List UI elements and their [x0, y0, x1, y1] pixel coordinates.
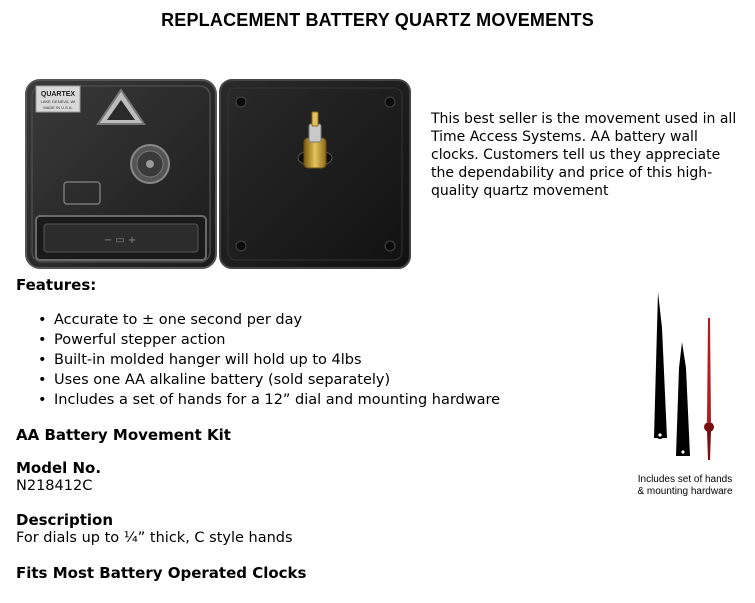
- movement-front-view: [220, 80, 410, 268]
- hands-caption: [620, 474, 750, 498]
- page-title: REPLACEMENT BATTERY QUARTZ MOVEMENTS: [161, 10, 594, 30]
- clock-hands-image: [640, 288, 730, 468]
- features-heading: Features:: [16, 276, 97, 294]
- features-list: [38, 310, 500, 410]
- brand-label-origin: MADE IN U.S.A.: [43, 105, 73, 110]
- description-text: For dials up to ¼” thick, C style hands: [16, 530, 293, 546]
- hands-caption-line-1: Includes set of hands: [637, 474, 733, 485]
- quartz-movement-photo: [22, 76, 414, 272]
- list-item: • Uses one AA alkaline battery (sold separately): [38, 370, 500, 390]
- minute-hand-icon: [654, 292, 667, 439]
- hands-caption-line-2: & mounting hardware: [637, 486, 733, 497]
- list-item: • Powerful stepper action: [38, 330, 500, 350]
- svg-text:− ▭ +: − ▭ +: [103, 235, 137, 246]
- kit-title: AA Battery Movement Kit: [16, 426, 231, 444]
- list-item: • Accurate to ± one second per day: [38, 310, 500, 330]
- list-item: • Includes a set of hands for a 12” dial and mounting hardware: [38, 390, 500, 410]
- second-hand-icon: [704, 318, 714, 460]
- movement-back-view: [26, 80, 216, 268]
- model-label: Model No.: [16, 459, 102, 477]
- intro-paragraph: This best seller is the movement used in all Time Access Systems. AA battery wall clocks. Customers tell us they appreciate the dependability and price of this high-quality quartz movement: [431, 111, 737, 199]
- brand-label-text: QUARTEX: [40, 91, 76, 98]
- description-label: Description: [16, 511, 114, 529]
- model-number: N218412C: [16, 478, 93, 494]
- hour-hand-icon: [676, 342, 690, 456]
- time-set-wheel: [131, 145, 169, 183]
- list-item: • Built-in molded hanger will hold up to 4lbs: [38, 350, 500, 370]
- fits-label: Fits Most Battery Operated Clocks: [16, 564, 307, 582]
- brand-label-location: LAKE GENEVA, WI: [40, 99, 76, 104]
